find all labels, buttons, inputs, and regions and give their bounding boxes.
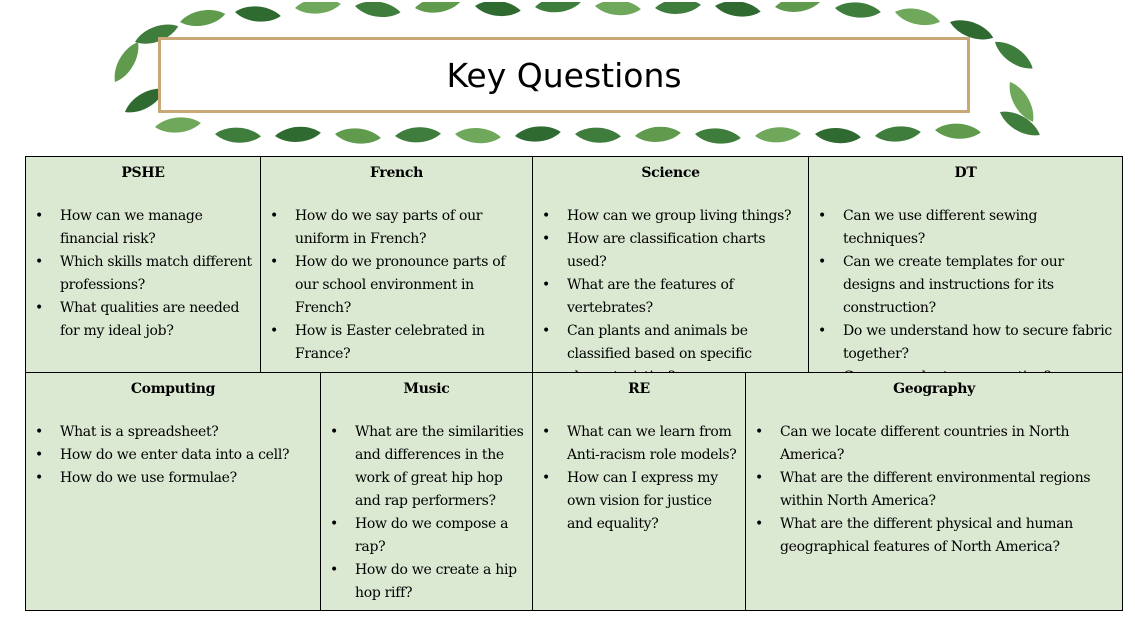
section-heading: RE xyxy=(628,381,650,397)
section-dt xyxy=(808,156,1123,373)
section-heading: Geography xyxy=(893,381,975,397)
question-list xyxy=(261,205,532,366)
question-list xyxy=(809,205,1122,389)
question-item: • How do we say parts of our uniform in French? xyxy=(270,208,483,247)
question-item: • What are the different environmental regions within North America? xyxy=(755,470,1091,509)
question-list xyxy=(26,205,260,343)
question-item: • Can plants and animals be classified based on specific xyxy=(542,323,752,362)
question-list xyxy=(533,205,808,389)
section-music xyxy=(320,372,533,611)
section-heading: Music xyxy=(403,381,450,397)
section-heading: Science xyxy=(641,165,700,181)
section-geography xyxy=(745,372,1123,611)
section-heading: French xyxy=(369,165,424,181)
question-list xyxy=(533,421,745,536)
section-heading: PSHE xyxy=(121,165,165,181)
section-science xyxy=(532,156,809,373)
section-computing xyxy=(25,372,321,611)
question-item: • How do we compose a rap? xyxy=(330,516,509,555)
section-re xyxy=(532,372,746,611)
question-item: • What is a spreadsheet? xyxy=(35,424,219,440)
question-list xyxy=(26,421,320,490)
question-item: • Can we use different sewing techniques? xyxy=(818,208,1038,247)
question-item: • What are the different physical and human geographical features of North America? xyxy=(755,516,1073,555)
section-heading: Computing xyxy=(130,381,216,397)
question-item: • How do we use formulae? xyxy=(35,470,237,486)
title-frame xyxy=(158,37,970,113)
question-item: • How do we create a hip hop riff? xyxy=(330,562,517,601)
question-item: • How do we enter data into a cell? xyxy=(35,447,290,463)
question-item: • How can we group living things? xyxy=(542,208,792,224)
question-list xyxy=(746,421,1122,559)
section-french xyxy=(260,156,533,373)
page-title: Key Questions xyxy=(446,55,682,95)
question-item: • How can I express my own vision for justice and equality? xyxy=(542,470,718,532)
question-item: • What are the similarities and differences in the work of great hip hop and rap performers? xyxy=(330,424,524,509)
question-item: • Do we understand how to secure fabric together? xyxy=(818,323,1112,362)
question-item: • What are the features of vertebrates? xyxy=(542,277,734,316)
section-pshe xyxy=(25,156,261,373)
question-item: • Which skills match different professions? xyxy=(35,254,252,293)
question-item: • Can we locate different countries in North America? xyxy=(755,424,1070,463)
question-item: • What can we learn from Anti-racism role models? xyxy=(542,424,737,463)
section-heading: DT xyxy=(954,165,977,181)
question-item: • How can we manage financial risk? xyxy=(35,208,203,247)
question-item: • How is Easter celebrated in France? xyxy=(270,323,485,362)
question-item: • Can we create templates for our designs and instructions for its construction? xyxy=(818,254,1064,316)
question-item: • How do we pronounce parts of our school environment in French? xyxy=(270,254,506,316)
question-item: • What qualities are needed for my ideal job? xyxy=(35,300,240,339)
question-item: • How are classification charts used? xyxy=(542,231,766,270)
question-list xyxy=(321,421,532,605)
